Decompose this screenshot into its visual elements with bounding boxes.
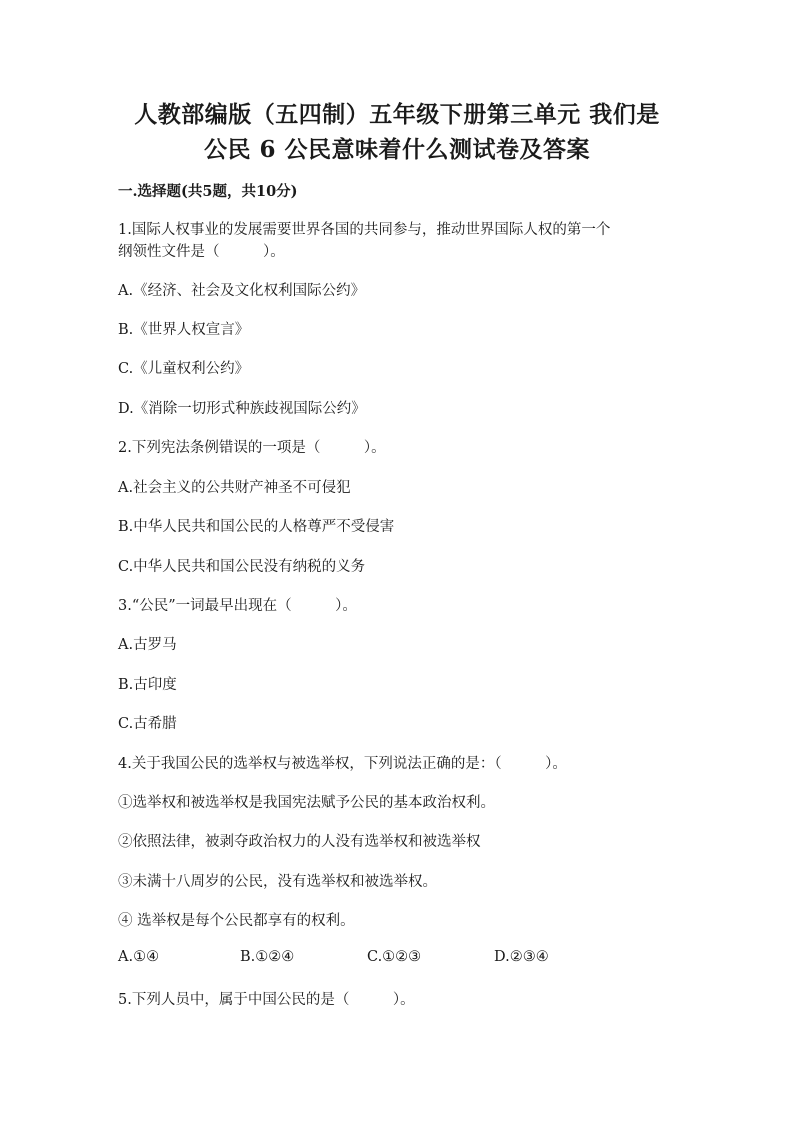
question-4-statement-2: ②依照法律，被剥夺政治权力的人没有选举权和被选举权: [118, 834, 481, 850]
page-title-line-2: 公民 6 公民意味着什么测试卷及答案: [203, 136, 591, 163]
page-title-line-1: 人教部编版（五四制）五年级下册第三单元 我们是: [134, 101, 660, 128]
question-4-option-a: A.①④: [118, 949, 160, 965]
question-2-option-c: C.中华人民共和国公民没有纳税的义务: [118, 559, 366, 575]
question-3-option-b: B.古印度: [118, 677, 177, 693]
question-1-option-a: A.《经济、社会及文化权利国际公约》: [118, 283, 366, 299]
question-1-option-b: B.《世界人权宣言》: [118, 322, 250, 338]
section-heading: 一.选择题(共5题，共10分): [118, 183, 298, 200]
question-2-option-a: A.社会主义的公共财产神圣不可侵犯: [118, 480, 351, 496]
question-4-statement-3: ③未满十八周岁的公民，没有选举权和被选举权。: [118, 874, 437, 890]
question-5-stem: 5.下列人员中，属于中国公民的是（ ）。: [118, 992, 415, 1008]
question-4-option-c: C.①②③: [367, 949, 422, 965]
question-3-stem: 3.“公民”一词最早出现在（ ）。: [118, 598, 357, 614]
question-1-option-c: C.《儿童权利公约》: [118, 361, 250, 377]
question-4-stem: 4.关于我国公民的选举权与被选举权，下列说法正确的是：（ ）。: [118, 756, 567, 772]
question-1-stem-line-2: 纲领性文件是（ ）。: [118, 244, 285, 260]
question-4-statement-1: ①选举权和被选举权是我国宪法赋予公民的基本政治权利。: [118, 795, 495, 811]
question-4-option-b: B.①②④: [240, 949, 295, 965]
question-2-option-b: B.中华人民共和国公民的人格尊严不受侵害: [118, 519, 395, 535]
question-1-stem-line-1: 1.国际人权事业的发展需要世界各国的共同参与，推动世界国际人权的第一个: [118, 222, 611, 238]
question-3-option-a: A.古罗马: [118, 637, 177, 653]
question-3-option-c: C.古希腊: [118, 716, 177, 732]
question-1-option-d: D.《消除一切形式种族歧视国际公约》: [118, 401, 366, 417]
question-4-option-d: D.②③④: [494, 949, 549, 965]
question-2-stem: 2.下列宪法条例错误的一项是（ ）。: [118, 440, 386, 456]
question-4-statement-4: ④ 选举权是每个公民都享有的权利。: [118, 913, 355, 929]
